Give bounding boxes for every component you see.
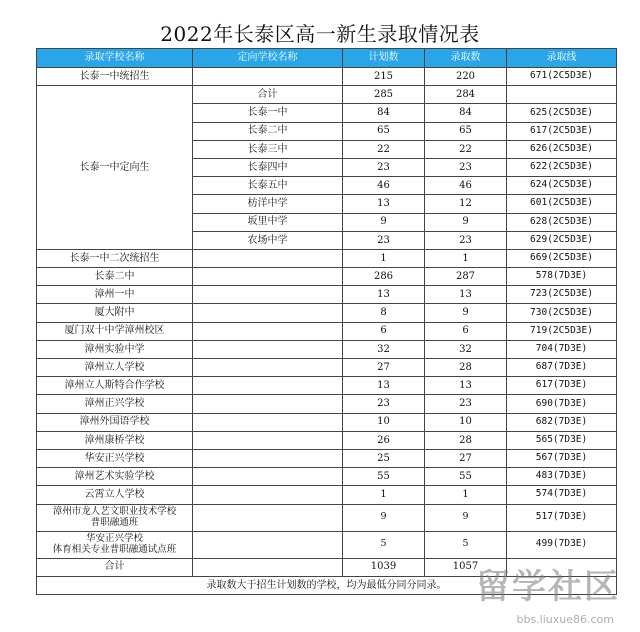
admission-table	[36, 48, 617, 595]
admitted-count: 1	[425, 486, 507, 504]
table-row	[37, 486, 617, 504]
table-row	[37, 249, 617, 267]
cutoff-line: 565(7D3E)	[507, 431, 617, 449]
table-row	[37, 322, 617, 340]
cutoff-line: 682(7D3E)	[507, 413, 617, 431]
school-name-line2: 普职融通班	[90, 516, 139, 528]
school-name: 漳州艺术实验学校	[37, 468, 193, 486]
admitted-count: 84	[425, 104, 507, 122]
target-school	[193, 486, 343, 504]
target-school	[193, 413, 343, 431]
target-school: 枋洋中学	[193, 195, 343, 213]
header-row	[37, 49, 617, 68]
table-row	[37, 468, 617, 486]
admitted-count: 65	[425, 122, 507, 140]
plan-count: 84	[343, 104, 425, 122]
cutoff-line: 628(2C5D3E)	[507, 213, 617, 231]
target-school	[193, 268, 343, 286]
cutoff-line: 625(2C5D3E)	[507, 104, 617, 122]
plan-count: 22	[343, 140, 425, 158]
total-admitted: 1057	[425, 558, 507, 576]
cutoff-line: 617(2C5D3E)	[507, 122, 617, 140]
admitted-count: 27	[425, 449, 507, 467]
table-row	[37, 359, 617, 377]
cutoff-line	[507, 86, 617, 104]
page-title: 2022年长泰区高一新生录取情况表	[160, 22, 480, 46]
admitted-count: 28	[425, 431, 507, 449]
admitted-count: 23	[425, 158, 507, 176]
admitted-count: 23	[425, 395, 507, 413]
admitted-count: 10	[425, 413, 507, 431]
cutoff-line: 624(2C5D3E)	[507, 177, 617, 195]
admitted-count: 13	[425, 377, 507, 395]
cutoff-line: 617(7D3E)	[507, 377, 617, 395]
admitted-count: 55	[425, 468, 507, 486]
school-name: 漳州外国语学校	[37, 413, 193, 431]
school-name: 漳州正兴学校	[37, 395, 193, 413]
school-name: 厦大附中	[37, 304, 193, 322]
school-name: 厦门双十中学漳州校区	[37, 322, 193, 340]
target-school	[193, 395, 343, 413]
table-row	[37, 504, 617, 531]
plan-count: 285	[343, 86, 425, 104]
school-name: 漳州一中	[37, 286, 193, 304]
admitted-count: 287	[425, 268, 507, 286]
admitted-count: 12	[425, 195, 507, 213]
admitted-count: 9	[425, 504, 507, 531]
plan-count: 46	[343, 177, 425, 195]
table-row	[37, 304, 617, 322]
school-name	[37, 531, 193, 558]
school-name: 长泰一中定向生	[37, 86, 193, 250]
table-row	[37, 377, 617, 395]
cutoff-line: 629(2C5D3E)	[507, 231, 617, 249]
target-school: 坂里中学	[193, 213, 343, 231]
plan-count: 13	[343, 286, 425, 304]
target-school: 长泰五中	[193, 177, 343, 195]
plan-count: 286	[343, 268, 425, 286]
table-row	[37, 449, 617, 467]
school-name-line1: 华安正兴学校	[85, 532, 143, 544]
school-name: 漳州立人斯特合作学校	[37, 377, 193, 395]
target-school	[193, 468, 343, 486]
table-row	[37, 413, 617, 431]
cutoff-line: 719(2C5D3E)	[507, 322, 617, 340]
table-body	[37, 68, 617, 595]
table-row	[37, 68, 617, 86]
table-row	[37, 340, 617, 358]
plan-count: 27	[343, 359, 425, 377]
target-school: 农场中学	[193, 231, 343, 249]
school-name: 长泰二中	[37, 268, 193, 286]
admitted-count: 284	[425, 86, 507, 104]
plan-count: 32	[343, 340, 425, 358]
table-row	[37, 286, 617, 304]
school-name: 漳州康桥学校	[37, 431, 193, 449]
admitted-count: 9	[425, 304, 507, 322]
admitted-count: 22	[425, 140, 507, 158]
plan-count: 5	[343, 531, 425, 558]
footnote: 录取数大于招生计划数的学校，均为最低分同分同录。	[37, 576, 617, 594]
watermark-url: bbs.liuxue86.com	[516, 613, 614, 626]
plan-count: 13	[343, 195, 425, 213]
header-school: 录取学校名称	[37, 49, 193, 68]
plan-count: 1	[343, 249, 425, 267]
admitted-count: 6	[425, 322, 507, 340]
header-plan: 计划数	[343, 49, 425, 68]
plan-count: 13	[343, 377, 425, 395]
admitted-count: 13	[425, 286, 507, 304]
table-row	[37, 395, 617, 413]
target-school: 合计	[193, 86, 343, 104]
plan-count: 9	[343, 213, 425, 231]
cutoff-line: 687(7D3E)	[507, 359, 617, 377]
cutoff-line: 626(2C5D3E)	[507, 140, 617, 158]
admitted-count: 23	[425, 231, 507, 249]
target-school	[193, 322, 343, 340]
school-name: 华安正兴学校	[37, 449, 193, 467]
cutoff-line: 723(2C5D3E)	[507, 286, 617, 304]
plan-count: 55	[343, 468, 425, 486]
plan-count: 9	[343, 504, 425, 531]
target-school: 长泰四中	[193, 158, 343, 176]
target-school	[193, 531, 343, 558]
table-row	[37, 86, 617, 104]
cutoff-line: 671(2C5D3E)	[507, 68, 617, 86]
cutoff-line: 517(7D3E)	[507, 504, 617, 531]
admitted-count: 1	[425, 249, 507, 267]
header-cutoff: 录取线	[507, 49, 617, 68]
cutoff-line: 669(2C5D3E)	[507, 249, 617, 267]
target-school	[193, 377, 343, 395]
cutoff-line: 601(2C5D3E)	[507, 195, 617, 213]
target-school	[193, 558, 343, 576]
school-name-line2: 体育相关专业普职融通试点班	[52, 543, 177, 555]
admitted-count: 220	[425, 68, 507, 86]
school-name: 长泰一中二次统招生	[37, 249, 193, 267]
cutoff-line: 730(2C5D3E)	[507, 304, 617, 322]
school-name-line1: 漳州市龙人艺文职业技术学校	[52, 505, 177, 517]
plan-count: 10	[343, 413, 425, 431]
target-school: 长泰一中	[193, 104, 343, 122]
school-name: 漳州立人学校	[37, 359, 193, 377]
admitted-count: 9	[425, 213, 507, 231]
plan-count: 26	[343, 431, 425, 449]
total-label: 合计	[37, 558, 193, 576]
target-school	[193, 68, 343, 86]
cutoff-line: 499(7D3E)	[507, 531, 617, 558]
target-school	[193, 449, 343, 467]
school-name: 长泰一中统招生	[37, 68, 193, 86]
school-name: 漳州实验中学	[37, 340, 193, 358]
target-school: 长泰二中	[193, 122, 343, 140]
cutoff-line: 622(2C5D3E)	[507, 158, 617, 176]
plan-count: 23	[343, 158, 425, 176]
cutoff-line: 483(7D3E)	[507, 468, 617, 486]
cutoff-line: 578(7D3E)	[507, 268, 617, 286]
school-name: 云霄立人学校	[37, 486, 193, 504]
plan-count: 65	[343, 122, 425, 140]
watermark-logo: 留学社区	[476, 567, 620, 607]
target-school	[193, 504, 343, 531]
target-school	[193, 431, 343, 449]
school-name	[37, 504, 193, 531]
header-target-school: 定向学校名称	[193, 49, 343, 68]
admitted-count: 46	[425, 177, 507, 195]
cutoff-line: 574(7D3E)	[507, 486, 617, 504]
target-school	[193, 249, 343, 267]
target-school	[193, 359, 343, 377]
admitted-count: 5	[425, 531, 507, 558]
plan-count: 1	[343, 486, 425, 504]
target-school	[193, 340, 343, 358]
target-school: 长泰三中	[193, 140, 343, 158]
cutoff-line: 690(7D3E)	[507, 395, 617, 413]
plan-count: 25	[343, 449, 425, 467]
plan-count: 8	[343, 304, 425, 322]
target-school	[193, 286, 343, 304]
admitted-count: 32	[425, 340, 507, 358]
target-school	[193, 304, 343, 322]
total-plan: 1039	[343, 558, 425, 576]
cutoff-line: 704(7D3E)	[507, 340, 617, 358]
table-row	[37, 431, 617, 449]
plan-count: 6	[343, 322, 425, 340]
header-admitted: 录取数	[425, 49, 507, 68]
table-row	[37, 268, 617, 286]
plan-count: 23	[343, 395, 425, 413]
table-row	[37, 531, 617, 558]
cutoff-line: 567(7D3E)	[507, 449, 617, 467]
plan-count: 23	[343, 231, 425, 249]
admitted-count: 28	[425, 359, 507, 377]
plan-count: 215	[343, 68, 425, 86]
